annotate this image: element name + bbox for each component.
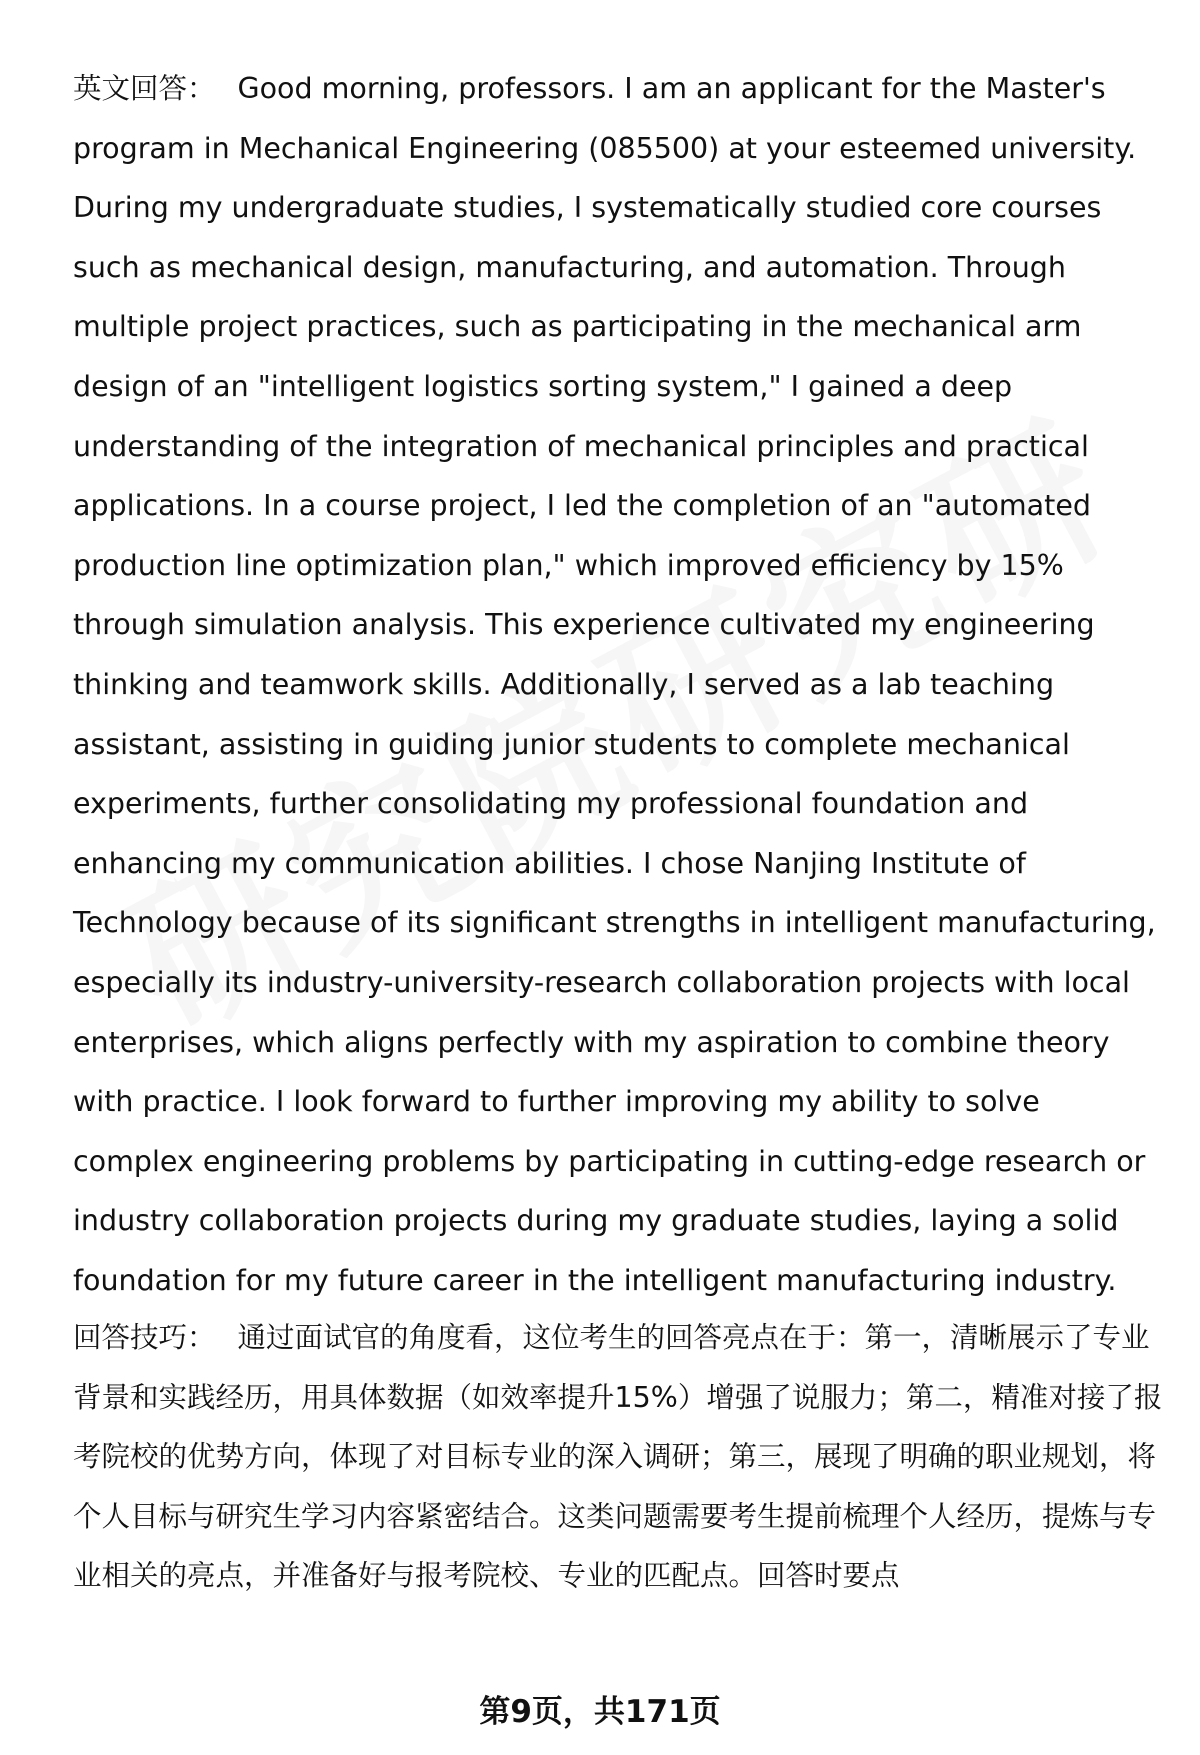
answer-tips-section xyxy=(73,1308,1163,1606)
page-number-footer: 第9页，共171页 xyxy=(479,1694,721,1730)
english-answer-section xyxy=(73,59,1158,1310)
answer-tips-label: 回答技巧： xyxy=(73,1321,216,1354)
english-answer-label: 英文回答： xyxy=(73,72,216,105)
english-answer-text: Good morning, professors. I am an applicant for the Master's program in Mechanical Engineering (085500) at your esteemed university. During my undergraduate studies, I systematically studied core courses such as mechanical design, manufacturing, and automation. Through multiple project practices, such as participating in the mechanical arm design of an "intelligent logistics sorting system," I gained a deep understanding of the integration of mechanical principles and practical applications. In a course project, I led the completion of an "automated production line optimization plan," which improved efficiency by 15% through simulation analysis. This experience cultivated my engineering thinking and teamwork skills. Additionally, I served as a lab teaching assistant, assisting in guiding junior students to complete mechanical experiments, further consolidating my professional foundation and enhancing my communication abilities. I chose Nanjing Institute of Technology because of its significant strengths in intelligent manufacturing, especially its industry-university-research collaboration projects with local enterprises, which aligns perfectly with my aspiration to combine theory with practice. I look forward to further improving my ability to solve complex engineering problems by participating in cutting-edge research or industry collaboration projects during my graduate studies, laying a solid foundation for my future career in the intelligent manufacturing industry. xyxy=(73,72,1156,1297)
answer-tips-text: 通过面试官的角度看，这位考生的回答亮点在于：第一，清晰展示了专业背景和实践经历，用具体数据（如效率提升15%）增强了说服力；第二，精准对接了报考院校的优势方向，体现了对目标专业的深入调研；第三，展现了明确的职业规划，将个人目标与研究生学习内容紧密结合。这类问题需要考生提前梳理个人经历，提炼与专业相关的亮点，并准备好与报考院校、专业的匹配点。回答时要点 xyxy=(73,1321,1163,1593)
